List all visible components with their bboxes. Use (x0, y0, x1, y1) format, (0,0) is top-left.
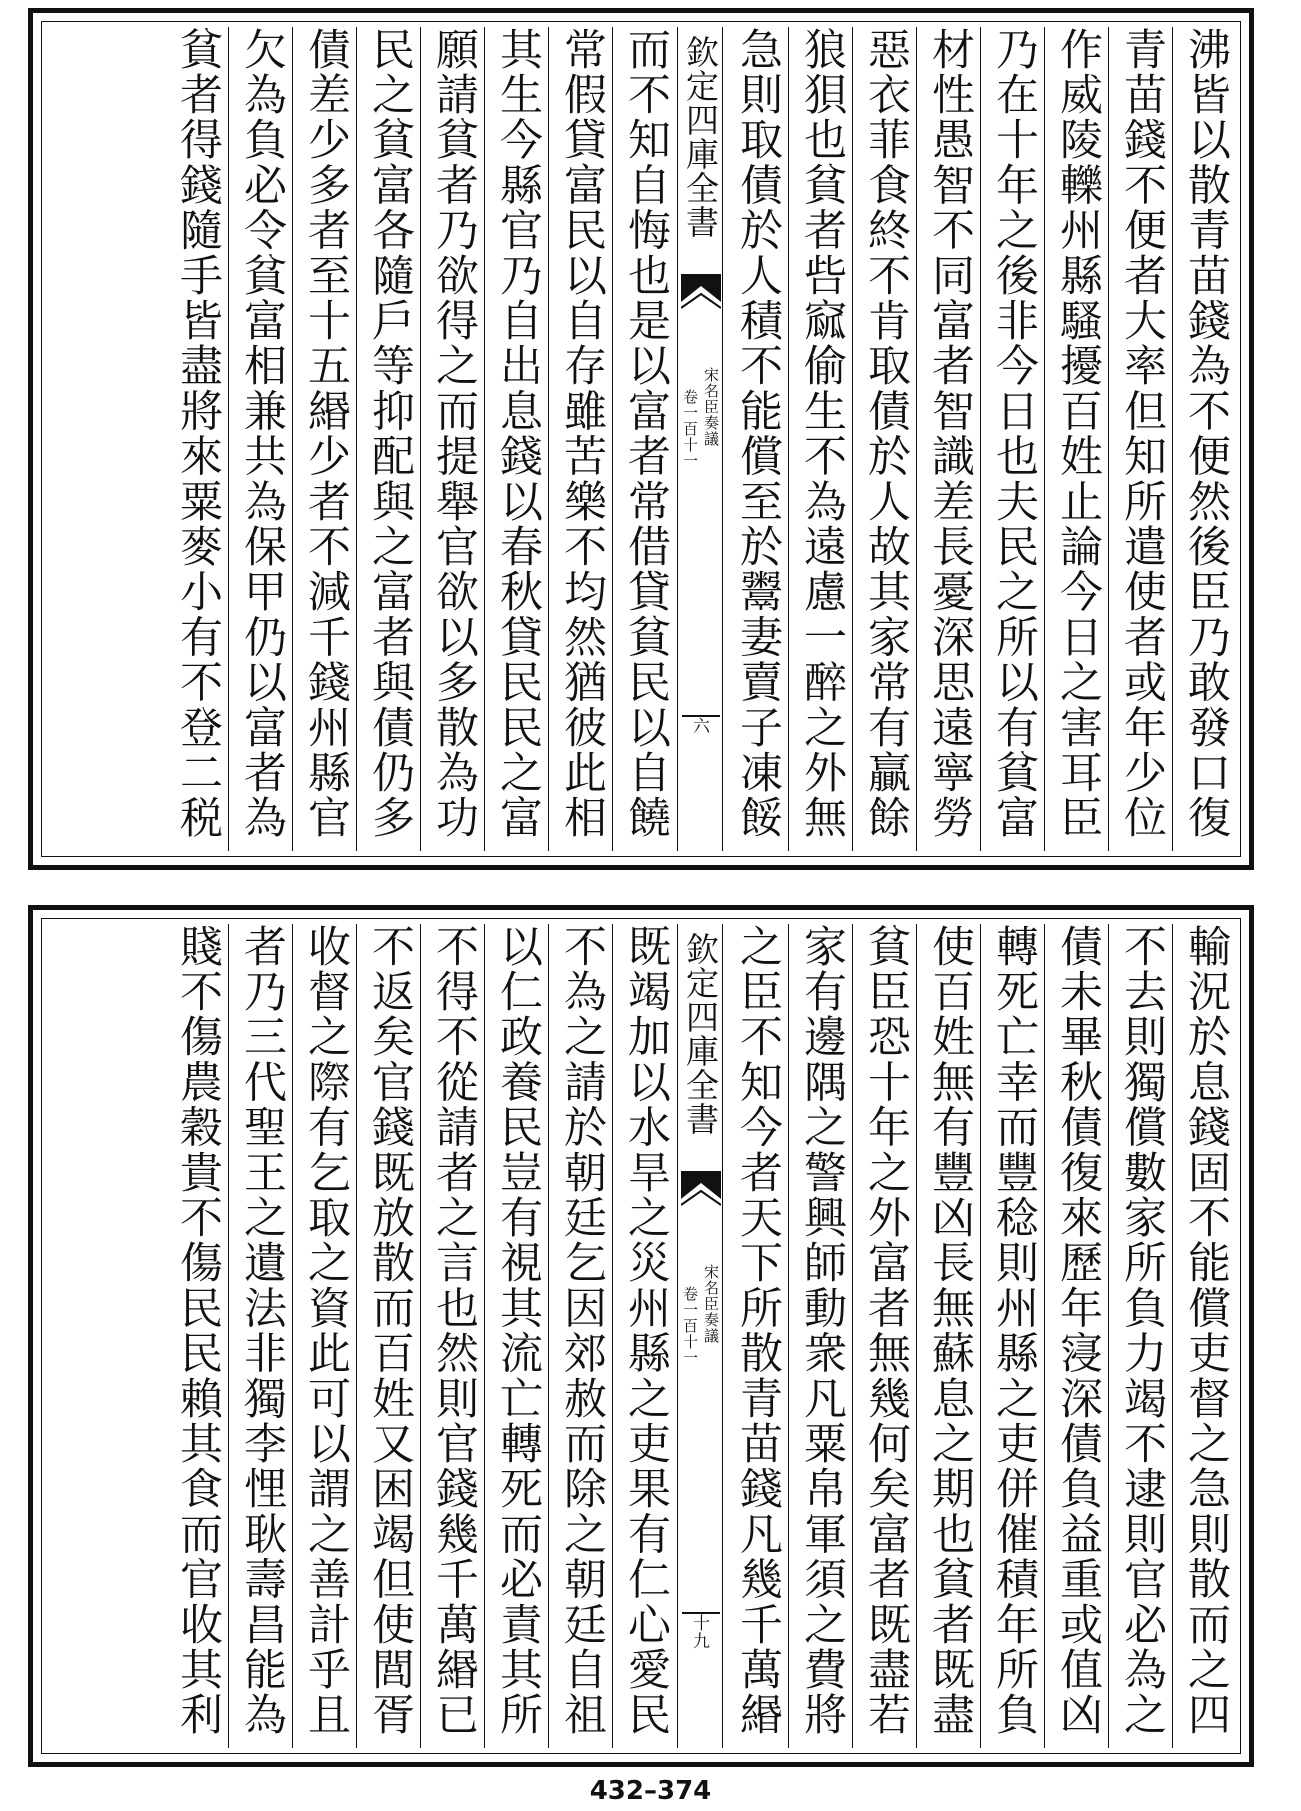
text-column: 狼狽也貧者呰窳偷生不為遠慮一醉之外無 (797, 27, 847, 841)
juan-number: 卷一百十一 (681, 389, 699, 469)
sub-title: 宋名臣奏議 (702, 367, 720, 447)
fish-tail-mark-icon (681, 272, 721, 312)
column-rule (1044, 924, 1046, 1748)
sub-title: 宋名臣奏議 (702, 1264, 720, 1344)
text-column: 願請貧者乃欲得之而提舉官欲以多散為功 (429, 27, 479, 841)
center-fold-column (677, 924, 723, 1748)
text-column: 不得不從請者之言也然則官錢幾千萬緡已 (429, 924, 479, 1738)
fish-tail-mark-icon (681, 1169, 721, 1209)
column-rule (980, 27, 982, 851)
column-rule (1044, 27, 1046, 851)
column-rule (612, 27, 614, 851)
text-column: 收督之際有乞取之資此可以謂之善計乎且 (301, 924, 351, 1738)
center-fold-column (677, 27, 723, 851)
text-column: 貧臣恐十年之外富者無幾何矣富者既盡若 (861, 924, 911, 1738)
text-column: 不去則獨償數家所負力竭不逮則官必為之 (1117, 924, 1167, 1738)
text-column: 沸皆以散青苗錢為不便然後臣乃敢發口復 (1181, 27, 1231, 841)
text-column: 其生今縣官乃自出息錢以春秋貸民民之富 (493, 27, 543, 841)
text-column: 作威陵轢州縣騷擾百姓止論今日之害耳臣 (1053, 27, 1103, 841)
text-column: 惡衣菲食終不肯取債於人故其家常有贏餘 (861, 27, 911, 841)
text-column: 貧者得錢隨手皆盡將來粟麥小有不登二税 (173, 27, 223, 841)
column-rule (852, 27, 854, 851)
text-column: 而不知自悔也是以富者常借貸貧民以自饒 (621, 27, 671, 841)
text-column: 債差少多者至十五緡少者不減千錢州縣官 (301, 27, 351, 841)
text-column: 家有邊隅之警興師動衆凡粟帛軍須之費將 (797, 924, 847, 1738)
text-column: 欠為負必令貧富相兼共為保甲仍以富者為 (237, 27, 287, 841)
text-column: 不返矣官錢既放散而百姓又困竭但使閭胥 (365, 924, 415, 1738)
column-rule (228, 924, 230, 1748)
text-column: 急則取債於人積不能償至於鬻妻賣子凍餒 (733, 27, 783, 841)
column-rule (1108, 924, 1110, 1748)
leaf-number: 十九 (689, 1614, 709, 1650)
column-rule (484, 924, 486, 1748)
page-number: 432–374 (589, 1776, 712, 1806)
column-rule (548, 27, 550, 851)
column-rule (292, 924, 294, 1748)
text-column: 不為之請於朝廷乞因郊赦而除之朝廷自祖 (557, 924, 607, 1738)
column-rule (1172, 27, 1174, 851)
column-rule (420, 27, 422, 851)
column-rule (292, 27, 294, 851)
text-column: 以仁政養民豈有視其流亡轉死而必責其所 (493, 924, 543, 1738)
column-rule (356, 924, 358, 1748)
text-column: 材性愚智不同富者智識差長憂深思遠寧勞 (925, 27, 975, 841)
column-rule (1108, 27, 1110, 851)
column-rule (548, 924, 550, 1748)
text-column: 民之貧富各隨戶等抑配與之富者與債仍多 (365, 27, 415, 841)
text-column: 常假貸富民以自存雖苦樂不均然猶彼此相 (557, 27, 607, 841)
bottom-page-panel (28, 905, 1254, 1767)
column-rule (916, 924, 918, 1748)
text-column: 使百姓無有豐凶長無蘇息之期也貧者既盡 (925, 924, 975, 1738)
column-rule (788, 924, 790, 1748)
column-rule (916, 27, 918, 851)
text-column: 者乃三代聖王之遺法非獨李悝耿壽昌能為 (237, 924, 287, 1738)
book-title: 欽定四庫全書 (681, 932, 720, 1136)
column-rule (612, 924, 614, 1748)
text-column: 轉死亡幸而豐稔則州縣之吏併催積年所負 (989, 924, 1039, 1738)
text-column: 輸況於息錢固不能償吏督之急則散而之四 (1181, 924, 1231, 1738)
text-column: 之臣不知今者天下所散青苗錢凡幾千萬緡 (733, 924, 783, 1738)
book-title: 欽定四庫全書 (681, 35, 720, 239)
column-rule (484, 27, 486, 851)
column-rule (228, 27, 230, 851)
top-page-panel (28, 8, 1254, 870)
column-rule (788, 27, 790, 851)
juan-number: 卷一百十一 (681, 1286, 699, 1366)
column-rule (420, 924, 422, 1748)
text-column: 賤不傷農穀貴不傷民民賴其食而官收其利 (173, 924, 223, 1738)
column-rule (1172, 924, 1174, 1748)
text-column: 債未畢秋債復來歷年寖深債負益重或值凶 (1053, 924, 1103, 1738)
column-rule (980, 924, 982, 1748)
column-rule (852, 924, 854, 1748)
leaf-number: 六 (689, 717, 709, 735)
text-column: 青苗錢不便者大率但知所遣使者或年少位 (1117, 27, 1167, 841)
text-column: 既竭加以水旱之災州縣之吏果有仁心愛民 (621, 924, 671, 1738)
column-rule (356, 27, 358, 851)
text-column: 乃在十年之後非今日也夫民之所以有貧富 (989, 27, 1039, 841)
